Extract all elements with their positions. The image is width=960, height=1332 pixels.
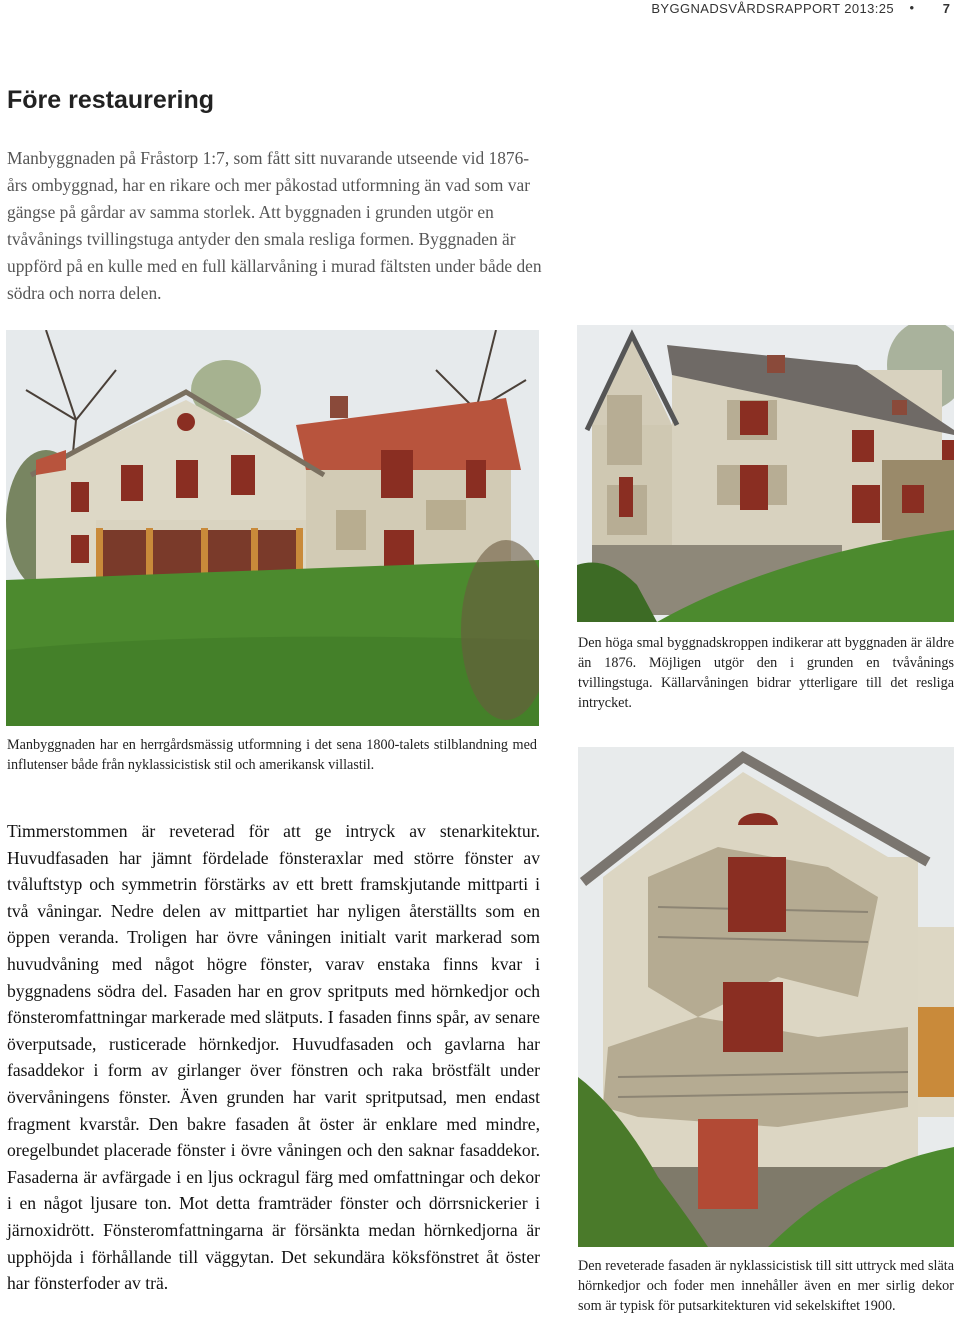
publication-title: BYGGNADSVÅRDSRAPPORT 2013:25 — [651, 1, 894, 16]
caption-text: Den reveterade fasaden är nyklassicistisk till sitt uttryck med släta hörnkedjor och foder men innehåller även en mer sirlig dekor som är typisk för putsarkitekturen vid sekelskiftet 1900. — [578, 1258, 954, 1314]
page-header — [0, 0, 960, 22]
photo-side-view — [577, 325, 954, 622]
page-number: 7 — [942, 1, 950, 16]
body-paragraph — [7, 818, 540, 1297]
caption-text: Manbyggnaden har en herrgårdsmässig utformning i det sena 1800-talets stilblandning med influtenser både från nyklassicistisk stil och amerikansk villastil. — [7, 737, 537, 773]
caption-main-facade — [7, 735, 537, 775]
section-title: Före restaurering — [7, 86, 215, 114]
intro-paragraph — [7, 145, 547, 307]
intro-text: Manbyggnaden på Fråstorp 1:7, som fått sitt nuvarande utseende vid 1876-års ombyggnad, har en rikare och mer påkostad utformning än vad som var gängse på gårdar av samma storlek. Att byggnaden i grunden utgör en tvåvånings tvillingstuga antyder den smala resliga formen. Byggnaden är uppförd på en kulle med en full källarvåning i murad fältsten under både den södra och norra delen. — [7, 148, 542, 303]
caption-side-view — [578, 633, 954, 713]
header-separator: • — [909, 0, 914, 15]
caption-gable — [578, 1256, 954, 1316]
body-text: Timmerstommen är reveterad för att ge intryck av stenarkitektur. Huvudfasaden har jämnt fördelade fönsteraxlar med större fönster av tvåluftstyp och symmetrin förstärks av ett brett framskjutande mittparti i två våningar. Nedre delen av mittpartiet har nyligen återställts som en öppen veranda. Troligen har övre våningen initialt varit markerad som huvudvåning med något högre fönster, varav enstaka finns kvar i byggnadens södra del. Fasaden har en grov spritputs med hörnkedjor och fönsteromfattningar markerade med slätputs. I fasaden finns spår, av senare överputsade, rusticerade hörnkedjor. Huvudfasaden och gavlarna har fasaddekor i form av girlanger över fönstren och raka bröstfält under övervåningens fönster. Även grunden har varit spritputsad, men endast fragment kvarstår. Den bakre fasaden åt öster är enklare med mindre, oregelbundet placerade fönster i övre våningen och den saknar fasaddekor. Fasaderna är avfärgade i en ljus ockragul färg med omfattningar och dekor i en något ljusare ton. Mot detta framträder fönster och dörrsnickerier i järnoxidrött. Fönsteromfattningarna är försänkta medan hörnkedjorna är upphöjda i förhållande till väggytan. Det sekundära köksfönstret åt öster har fönsterfoder av trä. — [7, 821, 540, 1294]
photo-gable — [578, 747, 954, 1247]
photo-main-facade — [6, 330, 539, 726]
caption-text: Den höga smal byggnadskroppen indikerar att byggnaden är äldre än 1876. Möjligen utgör den i grunden en tvåvånings tvillingstuga. Källarvåningen bidrar ytterligare till det resliga intrycket. — [578, 635, 954, 711]
